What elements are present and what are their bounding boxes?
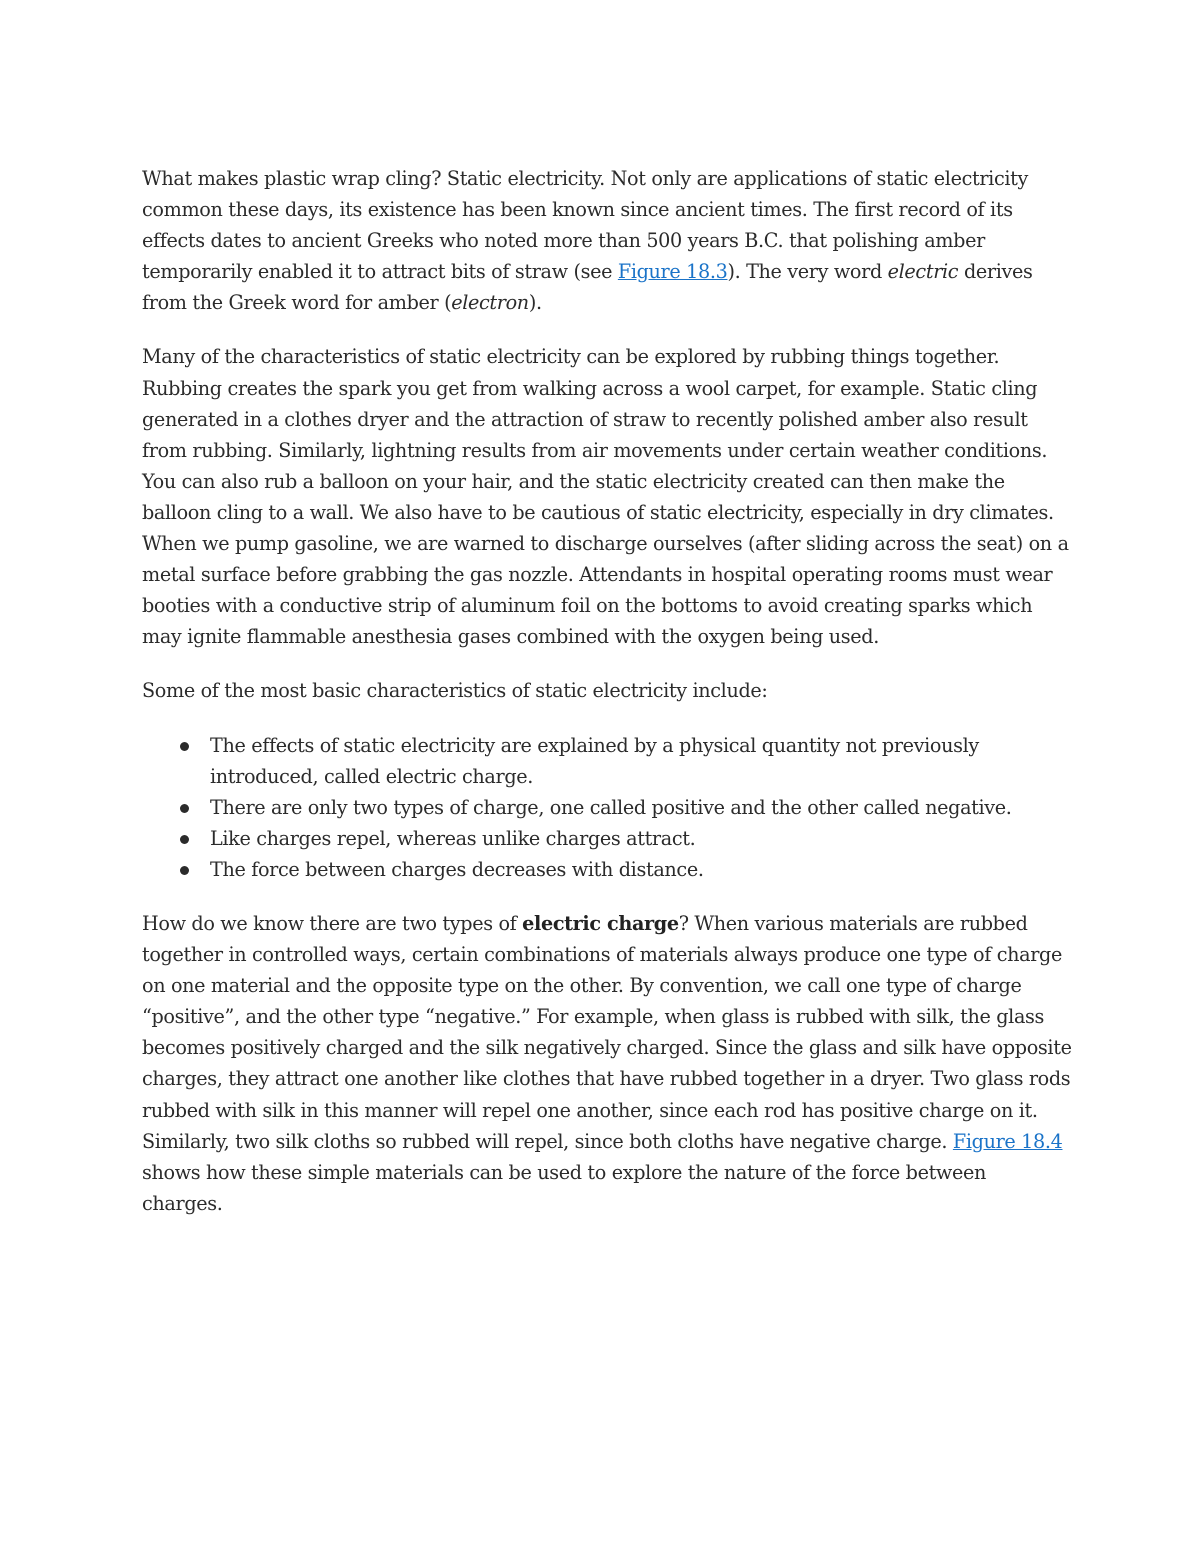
list-item (142, 823, 1072, 854)
paragraph-intro (142, 163, 1072, 318)
bullet-icon (180, 804, 189, 813)
list-item-text: The force between charges decreases with distance. (210, 857, 704, 881)
document-body (142, 163, 1072, 1242)
figure-18-4-link[interactable]: Figure 18.4 (952, 1129, 1063, 1153)
list-item-text: There are only two types of charge, one called positive and the other called negative. (210, 795, 1012, 819)
paragraph-text: ). (528, 291, 542, 315)
bullet-icon (180, 835, 189, 844)
paragraph-text: What makes plastic wrap cling? Static electricity. Not only are applications of static electricity common these days, its existence has been known since ancient times. The first record of its effects dates to ancient Greeks who noted more than 500 years B.C. that polishing amber temporarily enabled it to attract bits of straw (see (142, 167, 1028, 284)
emphasis-electron: electron (451, 291, 529, 315)
paragraph-text: ). The very word (727, 260, 888, 284)
paragraph-text: derives from the Greek word for amber ( (142, 260, 1033, 315)
paragraph-text: shows how these simple materials can be used to explore the nature of the force between charges. (142, 1160, 987, 1215)
list-item (142, 854, 1072, 885)
paragraph-text: ? When various materials are rubbed together in controlled ways, certain combinations of materials always produce one type of charge on one material and the opposite type on the other. By convention, we call one type of charge “positive”, and the other type “negative.” For example, when glass is rubbed with silk, the glass becomes positively charged and the silk negatively charged. Since the glass and silk have opposite charges, they attract one another like clothes that have rubbed together in a dryer. Two glass rods rubbed with silk in this manner will repel one another, since each rod has positive charge on it. Similarly, two silk cloths so rubbed will repel, since both cloths have negative charge. (142, 911, 1072, 1153)
list-item-text: Like charges repel, whereas unlike charges attract. (210, 826, 696, 850)
bullet-icon (180, 742, 189, 751)
emphasis-electric: electric (887, 260, 959, 284)
paragraph-characteristics-intro: Some of the most basic characteristics of static electricity include: (142, 679, 768, 703)
paragraph-rubbing: Many of the characteristics of static electricity can be explored by rubbing things together. Rubbing creates the spark you get from walking across a wool carpet, for example. Static cling generated in a clothes dryer and the attraction of straw to recently polished amber also result from rubbing. Similarly, lightning results from air movements under certain weather conditions. You can also rub a balloon on your hair, and the static electricity created can then make the balloon cling to a wall. We also have to be cautious of static electricity, especially in dry climates. When we pump gasoline, we are warned to discharge ourselves (after sliding across the seat) on a metal surface before grabbing the gas nozzle. Attendants in hospital operating rooms must wear booties with a conductive strip of aluminum foil on the bottoms to avoid creating sparks which may ignite flammable anesthesia gases combined with the oxygen being used. (142, 345, 1069, 649)
bullet-icon (180, 866, 189, 875)
paragraph-text: How do we know there are two types of (142, 911, 523, 935)
list-item (142, 730, 1072, 792)
list-item (142, 792, 1072, 823)
figure-18-3-link[interactable]: Figure 18.3 (617, 260, 728, 284)
list-item-text: The effects of static electricity are explained by a physical quantity not previously introduced, called electric charge. (210, 733, 979, 788)
paragraph-two-charges (142, 908, 1072, 1219)
term-electric-charge: electric charge (522, 911, 679, 935)
characteristics-list (142, 730, 1072, 885)
